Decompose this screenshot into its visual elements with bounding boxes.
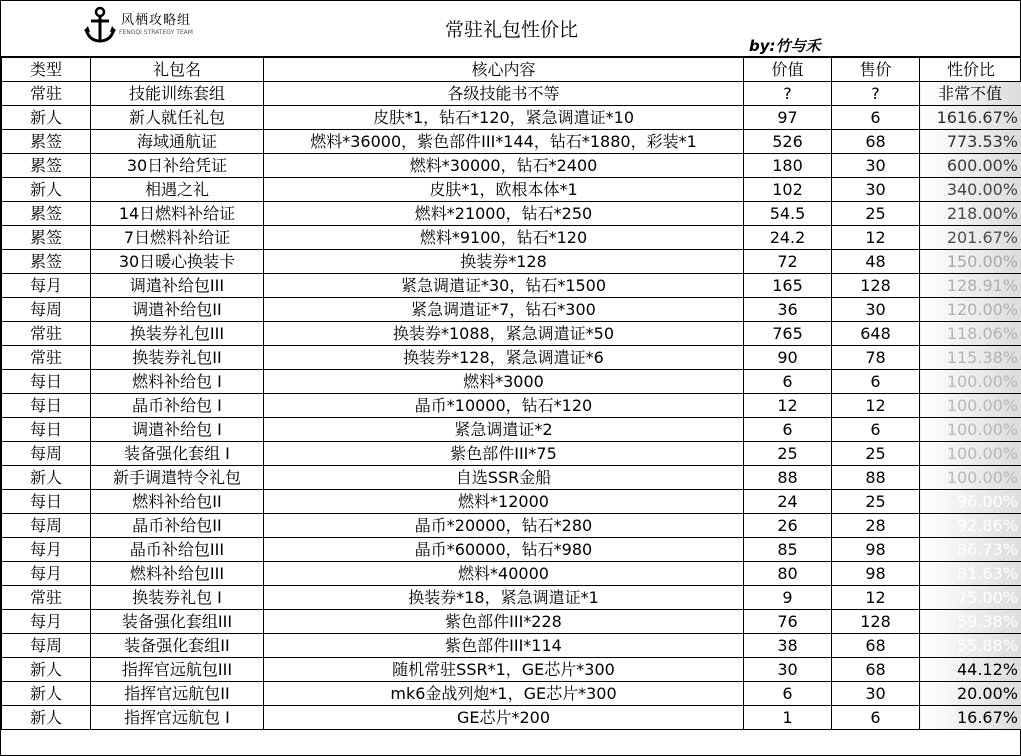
- cell-name: 新人就任礼包: [91, 106, 264, 130]
- cell-type: 新人: [2, 466, 91, 490]
- cell-price: 98: [832, 562, 920, 586]
- cell-name: 换装券礼包II: [91, 346, 264, 370]
- cell-ratio: 100.00%: [920, 370, 1021, 394]
- cell-content: 晶币*60000，钻石*980: [264, 538, 744, 562]
- cell-type: 每周: [2, 514, 91, 538]
- cell-name: 燃料补给包III: [91, 562, 264, 586]
- table-row: [2, 442, 1021, 466]
- table-row: [2, 370, 1021, 394]
- cell-type: 每月: [2, 538, 91, 562]
- cell-type: 累签: [2, 202, 91, 226]
- table-row: [2, 490, 1021, 514]
- cell-ratio: 773.53%: [920, 130, 1021, 154]
- cell-price: 648: [832, 322, 920, 346]
- cell-value: 6: [744, 682, 832, 706]
- column-header-type: 类型: [2, 58, 91, 82]
- cell-ratio: 96.00%: [920, 490, 1021, 514]
- cell-content: 紧急调遣证*30，钻石*1500: [264, 274, 744, 298]
- cell-ratio: 55.88%: [920, 634, 1021, 658]
- cell-price: 25: [832, 490, 920, 514]
- cell-value: 6: [744, 418, 832, 442]
- cell-type: 新人: [2, 106, 91, 130]
- cell-content: 换装券*1088，紧急调遣证*50: [264, 322, 744, 346]
- cell-name: 调遣补给包III: [91, 274, 264, 298]
- cell-name: 装备强化套组II: [91, 634, 264, 658]
- cell-price: 6: [832, 706, 920, 730]
- cell-price: 128: [832, 610, 920, 634]
- table-row: [2, 250, 1021, 274]
- table-row: [2, 202, 1021, 226]
- cell-content: 皮肤*1，钻石*120，紧急调遣证*10: [264, 106, 744, 130]
- cell-price: 68: [832, 130, 920, 154]
- cell-name: 7日燃料补给证: [91, 226, 264, 250]
- table-row: [2, 514, 1021, 538]
- cell-name: 指挥官远航包III: [91, 658, 264, 682]
- table-row: [2, 562, 1021, 586]
- cell-content: 紧急调遣证*7，钻石*300: [264, 298, 744, 322]
- cell-ratio: 86.73%: [920, 538, 1021, 562]
- cell-price: ?: [832, 82, 920, 106]
- cell-price: 48: [832, 250, 920, 274]
- column-header-value: 价值: [744, 58, 832, 82]
- cell-value: 24.2: [744, 226, 832, 250]
- table-row: [2, 130, 1021, 154]
- cell-value: 25: [744, 442, 832, 466]
- table-row: [2, 394, 1021, 418]
- cell-value: 90: [744, 346, 832, 370]
- cell-ratio: 1616.67%: [920, 106, 1021, 130]
- cell-type: 每日: [2, 370, 91, 394]
- cell-value: 72: [744, 250, 832, 274]
- cell-name: 14日燃料补给证: [91, 202, 264, 226]
- table-row: [2, 682, 1021, 706]
- cell-price: 6: [832, 106, 920, 130]
- cell-ratio: 118.06%: [920, 322, 1021, 346]
- cell-price: 68: [832, 658, 920, 682]
- cell-content: 燃料*12000: [264, 490, 744, 514]
- cell-type: 每周: [2, 634, 91, 658]
- cell-ratio: 218.00%: [920, 202, 1021, 226]
- cell-price: 12: [832, 226, 920, 250]
- table-row: [2, 298, 1021, 322]
- cell-value: 165: [744, 274, 832, 298]
- cell-value: 85: [744, 538, 832, 562]
- cell-type: 每周: [2, 298, 91, 322]
- cell-value: 9: [744, 586, 832, 610]
- cell-type: 每日: [2, 490, 91, 514]
- sheet-header: [1, 1, 1021, 57]
- table-row: [2, 586, 1021, 610]
- cell-value: 36: [744, 298, 832, 322]
- cell-name: 调遣补给包 I: [91, 418, 264, 442]
- table-row: [2, 178, 1021, 202]
- table-row: [2, 346, 1021, 370]
- cell-ratio: 100.00%: [920, 394, 1021, 418]
- cell-content: 紫色部件III*114: [264, 634, 744, 658]
- cell-name: 新手调遣特令礼包: [91, 466, 264, 490]
- cell-name: 调遣补给包II: [91, 298, 264, 322]
- cell-name: 海域通航证: [91, 130, 264, 154]
- cell-content: mk6金战列炮*1，GE芯片*300: [264, 682, 744, 706]
- cell-name: 相遇之礼: [91, 178, 264, 202]
- cell-type: 常驻: [2, 322, 91, 346]
- cell-type: 新人: [2, 682, 91, 706]
- cell-value: 88: [744, 466, 832, 490]
- table-row: [2, 226, 1021, 250]
- column-header-price: 售价: [832, 58, 920, 82]
- cell-value: 80: [744, 562, 832, 586]
- cell-price: 6: [832, 370, 920, 394]
- cell-value: 12: [744, 394, 832, 418]
- cell-content: 换装券*128，紧急调遣证*6: [264, 346, 744, 370]
- cell-price: 128: [832, 274, 920, 298]
- cell-value: 97: [744, 106, 832, 130]
- cell-value: 526: [744, 130, 832, 154]
- cell-ratio: 75.00%: [920, 586, 1021, 610]
- cell-type: 常驻: [2, 346, 91, 370]
- cell-name: 装备强化套组III: [91, 610, 264, 634]
- cell-type: 累签: [2, 250, 91, 274]
- cell-price: 30: [832, 154, 920, 178]
- column-header-content: 核心内容: [264, 58, 744, 82]
- cell-name: 换装券礼包 I: [91, 586, 264, 610]
- cell-type: 每月: [2, 274, 91, 298]
- cell-ratio: 100.00%: [920, 418, 1021, 442]
- cell-name: 指挥官远航包 I: [91, 706, 264, 730]
- cell-type: 常驻: [2, 586, 91, 610]
- cell-type: 新人: [2, 706, 91, 730]
- cell-price: 78: [832, 346, 920, 370]
- logo-subtitle: FENGQI STRATEGY TEAM: [119, 29, 193, 36]
- cell-type: 累签: [2, 154, 91, 178]
- table-row: [2, 82, 1021, 106]
- cell-value: 24: [744, 490, 832, 514]
- cell-content: 燃料*3000: [264, 370, 744, 394]
- table-row: [2, 466, 1021, 490]
- cell-content: 随机常驻SSR*1，GE芯片*300: [264, 658, 744, 682]
- cell-ratio: 115.38%: [920, 346, 1021, 370]
- cell-price: 30: [832, 298, 920, 322]
- cell-value: 26: [744, 514, 832, 538]
- cell-value: ?: [744, 82, 832, 106]
- cell-content: 晶币*10000，钻石*120: [264, 394, 744, 418]
- table-row: [2, 658, 1021, 682]
- cell-value: 180: [744, 154, 832, 178]
- gift-pack-table: [1, 57, 1021, 730]
- cell-name: 晶币补给包 I: [91, 394, 264, 418]
- column-header-name: 礼包名: [91, 58, 264, 82]
- cell-price: 25: [832, 442, 920, 466]
- cell-type: 累签: [2, 226, 91, 250]
- cell-value: 38: [744, 634, 832, 658]
- table-row: [2, 634, 1021, 658]
- table-row: [2, 538, 1021, 562]
- cell-content: 皮肤*1，欧根本体*1: [264, 178, 744, 202]
- cell-value: 765: [744, 322, 832, 346]
- cell-content: 紫色部件III*228: [264, 610, 744, 634]
- cell-type: 每月: [2, 562, 91, 586]
- cell-ratio: 16.67%: [920, 706, 1021, 730]
- cell-value: 54.5: [744, 202, 832, 226]
- cell-content: 自选SSR金船: [264, 466, 744, 490]
- cell-type: 新人: [2, 658, 91, 682]
- cell-name: 30日补给凭证: [91, 154, 264, 178]
- cell-ratio: 100.00%: [920, 466, 1021, 490]
- cell-type: 常驻: [2, 82, 91, 106]
- cell-name: 技能训练套组: [91, 82, 264, 106]
- cell-ratio: 128.91%: [920, 274, 1021, 298]
- table-row: [2, 274, 1021, 298]
- logo-text: 风栖攻略组: [121, 13, 192, 28]
- cell-ratio: 非常不值: [920, 82, 1021, 106]
- cell-price: 6: [832, 418, 920, 442]
- cell-content: 燃料*9100，钻石*120: [264, 226, 744, 250]
- cell-content: 各级技能书不等: [264, 82, 744, 106]
- cell-ratio: 81.63%: [920, 562, 1021, 586]
- cell-ratio: 44.12%: [920, 658, 1021, 682]
- cell-name: 换装券礼包III: [91, 322, 264, 346]
- cell-ratio: 600.00%: [920, 154, 1021, 178]
- table-row: [2, 610, 1021, 634]
- cell-value: 1: [744, 706, 832, 730]
- cell-price: 28: [832, 514, 920, 538]
- cell-content: 燃料*36000，紫色部件III*144，钻石*1880，彩装*1: [264, 130, 744, 154]
- cell-value: 102: [744, 178, 832, 202]
- cell-content: 紫色部件III*75: [264, 442, 744, 466]
- cell-ratio: 120.00%: [920, 298, 1021, 322]
- cell-price: 98: [832, 538, 920, 562]
- cell-type: 累签: [2, 130, 91, 154]
- table-row: [2, 322, 1021, 346]
- cell-ratio: 150.00%: [920, 250, 1021, 274]
- cell-price: 30: [832, 682, 920, 706]
- cell-value: 30: [744, 658, 832, 682]
- cell-type: 新人: [2, 178, 91, 202]
- table-body: [2, 82, 1021, 730]
- cell-price: 88: [832, 466, 920, 490]
- cell-price: 12: [832, 586, 920, 610]
- cell-type: 每月: [2, 610, 91, 634]
- cell-content: 换装券*128: [264, 250, 744, 274]
- table-row: [2, 154, 1021, 178]
- cell-content: GE芯片*200: [264, 706, 744, 730]
- cell-name: 晶币补给包II: [91, 514, 264, 538]
- cell-value: 76: [744, 610, 832, 634]
- cell-ratio: 100.00%: [920, 442, 1021, 466]
- author-credit: by:竹与禾: [749, 37, 821, 55]
- cell-ratio: 340.00%: [920, 178, 1021, 202]
- cell-content: 燃料*30000，钻石*2400: [264, 154, 744, 178]
- cell-name: 晶币补给包III: [91, 538, 264, 562]
- cell-name: 30日暖心换装卡: [91, 250, 264, 274]
- table-row: [2, 418, 1021, 442]
- cell-type: 每周: [2, 442, 91, 466]
- cell-ratio: 201.67%: [920, 226, 1021, 250]
- cell-type: 每日: [2, 394, 91, 418]
- cell-price: 12: [832, 394, 920, 418]
- cell-ratio: 20.00%: [920, 682, 1021, 706]
- page-title: 常驻礼包性价比: [444, 19, 578, 41]
- cell-type: 每日: [2, 418, 91, 442]
- cell-price: 25: [832, 202, 920, 226]
- cell-ratio: 92.86%: [920, 514, 1021, 538]
- cell-price: 68: [832, 634, 920, 658]
- column-header-ratio: 性价比: [920, 58, 1021, 82]
- cell-name: 装备强化套组 I: [91, 442, 264, 466]
- cell-name: 指挥官远航包II: [91, 682, 264, 706]
- cell-value: 6: [744, 370, 832, 394]
- cell-price: 30: [832, 178, 920, 202]
- table-row: [2, 706, 1021, 730]
- cell-ratio: 59.38%: [920, 610, 1021, 634]
- cell-content: 晶币*20000，钻石*280: [264, 514, 744, 538]
- cell-name: 燃料补给包II: [91, 490, 264, 514]
- table-row: [2, 106, 1021, 130]
- cell-content: 燃料*40000: [264, 562, 744, 586]
- cell-content: 换装券*18，紧急调遣证*1: [264, 586, 744, 610]
- cell-content: 紧急调遣证*2: [264, 418, 744, 442]
- cell-name: 燃料补给包 I: [91, 370, 264, 394]
- cell-content: 燃料*21000，钻石*250: [264, 202, 744, 226]
- table-header-row: [2, 58, 1021, 82]
